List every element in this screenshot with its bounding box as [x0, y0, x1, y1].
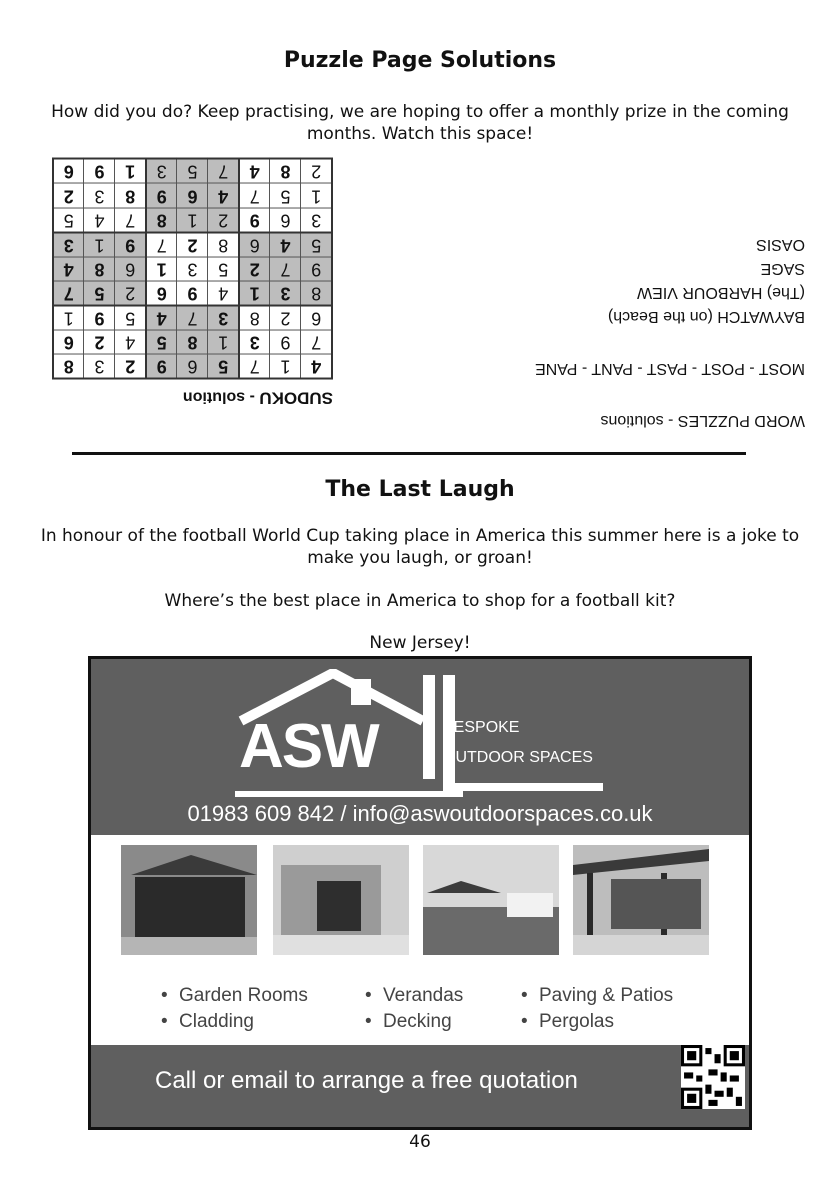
service-item — [521, 985, 721, 1011]
sudoku-cell: 9 — [146, 354, 177, 378]
bullet-icon: • — [365, 1011, 372, 1032]
sudoku-cell: 7 — [239, 354, 270, 378]
sudoku-cell: 1 — [239, 281, 270, 305]
sudoku-row — [53, 330, 332, 354]
service-label: Verandas — [383, 985, 464, 1006]
word-puzzles-heading-rest: - solutions — [600, 412, 678, 429]
sudoku-cell: 5 — [146, 330, 177, 354]
sudoku-cell: 2 — [270, 305, 301, 329]
sudoku-cell: 8 — [301, 281, 332, 305]
contact-details[interactable]: 01983 609 842 / info@aswoutdoorspaces.co.uk — [187, 801, 653, 826]
sudoku-cell: 6 — [53, 159, 84, 183]
sudoku-cell: 6 — [270, 208, 301, 232]
page-number: 46 — [409, 1132, 431, 1152]
last-laugh-title: The Last Laugh — [325, 477, 515, 502]
word-answer: OASIS — [756, 236, 805, 253]
sudoku-cell: 7 — [177, 305, 208, 329]
sudoku-cell: 3 — [208, 305, 239, 329]
bullet-icon: • — [161, 985, 168, 1006]
sudoku-cell: 2 — [53, 183, 84, 207]
sudoku-cell: 3 — [239, 330, 270, 354]
advert-footer — [91, 1045, 749, 1127]
sudoku-caption-rest: - solution — [182, 388, 260, 406]
sudoku-cell: 4 — [84, 208, 115, 232]
puzzle-solutions-title: Puzzle Page Solutions — [283, 48, 557, 73]
sudoku-cell: 8 — [146, 208, 177, 232]
sudoku-cell: 3 — [301, 208, 332, 232]
service-label: Cladding — [179, 1011, 254, 1032]
sudoku-cell: 7 — [53, 281, 84, 305]
sudoku-cell: 5 — [53, 208, 84, 232]
sudoku-cell: 6 — [53, 330, 84, 354]
sudoku-cell: 5 — [115, 305, 146, 329]
sudoku-cell: 2 — [115, 281, 146, 305]
sudoku-cell: 5 — [208, 354, 239, 378]
word-puzzles-heading — [475, 408, 805, 432]
sudoku-cell: 1 — [84, 232, 115, 256]
sudoku-cell: 2 — [115, 354, 146, 378]
word-answer: SAGE — [760, 260, 805, 277]
sudoku-cell: 1 — [146, 257, 177, 281]
service-item — [161, 1011, 361, 1037]
garden-room-photo — [121, 845, 257, 955]
sudoku-cell: 8 — [270, 159, 301, 183]
service-label: Garden Rooms — [179, 985, 308, 1006]
sudoku-cell: 9 — [301, 257, 332, 281]
sudoku-cell: 4 — [301, 354, 332, 378]
joke-question: Where’s the best place in America to shop for a football kit? — [164, 591, 676, 611]
sudoku-cell: 7 — [115, 208, 146, 232]
sudoku-cell: 1 — [115, 159, 146, 183]
sudoku-cell: 4 — [115, 330, 146, 354]
tagline-line-2: OUTDOOR SPACES — [443, 749, 593, 766]
sudoku-cell: 8 — [208, 232, 239, 256]
sudoku-cell: 1 — [208, 330, 239, 354]
sudoku-cell: 3 — [53, 232, 84, 256]
sudoku-cell: 7 — [301, 330, 332, 354]
service-label: Pergolas — [539, 1011, 614, 1032]
service-label: Paving & Patios — [539, 985, 674, 1006]
sudoku-cell: 8 — [115, 183, 146, 207]
services-column-1 — [161, 985, 361, 1037]
sudoku-cell: 9 — [239, 208, 270, 232]
sudoku-cell: 2 — [239, 257, 270, 281]
sudoku-cell: 3 — [146, 159, 177, 183]
sudoku-cell: 7 — [270, 257, 301, 281]
sudoku-cell: 4 — [53, 257, 84, 281]
service-label: Decking — [383, 1011, 452, 1032]
word-answer: (The) HARBOUR VIEW — [636, 284, 805, 301]
puzzle-solutions-intro: How did you do? Keep practising, we are hoping to offer a monthly prize in the coming months. Watch this space! — [51, 102, 789, 144]
sudoku-cell: 9 — [84, 305, 115, 329]
word-answer: BAYWATCH (on the Beach) — [607, 308, 805, 325]
sudoku-cell: 7 — [239, 183, 270, 207]
sudoku-cell: 3 — [270, 281, 301, 305]
sudoku-cell: 4 — [208, 281, 239, 305]
section-divider — [72, 452, 746, 455]
advert-header — [91, 659, 749, 835]
sudoku-cell: 9 — [84, 159, 115, 183]
sudoku-cell: 8 — [84, 257, 115, 281]
last-laugh-intro: In honour of the football World Cup taking place in America this summer here is a joke to make you laugh, or groan! — [40, 526, 800, 568]
asw-advert — [88, 656, 752, 1130]
sudoku-cell: 3 — [84, 354, 115, 378]
sudoku-cell: 5 — [301, 232, 332, 256]
sudoku-cell: 8 — [239, 305, 270, 329]
bullet-icon: • — [521, 1011, 528, 1032]
sudoku-cell: 8 — [53, 354, 84, 378]
sudoku-cell: 1 — [301, 183, 332, 207]
sudoku-row — [53, 305, 332, 329]
sudoku-cell: 9 — [270, 330, 301, 354]
sudoku-cell: 7 — [146, 232, 177, 256]
word-puzzles-solution — [475, 232, 805, 432]
sudoku-cell: 9 — [146, 183, 177, 207]
sudoku-solution — [52, 158, 333, 408]
tagline-line-1: BESPOKE — [443, 719, 520, 736]
sudoku-cell: 5 — [208, 257, 239, 281]
sudoku-cell: 4 — [146, 305, 177, 329]
sudoku-row — [53, 208, 332, 232]
clad-office-photo — [273, 845, 409, 955]
sudoku-cell: 3 — [177, 257, 208, 281]
bullet-icon: • — [161, 1011, 168, 1032]
sudoku-cell: 9 — [115, 232, 146, 256]
sudoku-row — [53, 232, 332, 256]
sudoku-row — [53, 257, 332, 281]
sudoku-cell: 3 — [84, 183, 115, 207]
service-item — [521, 1011, 721, 1037]
bullet-icon: • — [365, 985, 372, 1006]
sudoku-caption-main: SUDOKU — [259, 388, 333, 408]
sudoku-cell: 4 — [270, 232, 301, 256]
sudoku-cell: 6 — [301, 305, 332, 329]
word-puzzles-heading-main: WORD PUZZLES — [677, 412, 805, 429]
call-to-action: Call or email to arrange a free quotation — [155, 1067, 578, 1094]
sudoku-cell: 8 — [177, 330, 208, 354]
pergola-photo — [573, 845, 709, 955]
sudoku-cell: 7 — [208, 159, 239, 183]
sudoku-cell: 9 — [177, 281, 208, 305]
sudoku-row — [53, 183, 332, 207]
sudoku-cell: 2 — [301, 159, 332, 183]
sudoku-cell: 5 — [177, 159, 208, 183]
joke-answer: New Jersey! — [369, 633, 471, 653]
service-item — [161, 985, 361, 1011]
sudoku-cell: 5 — [270, 183, 301, 207]
sudoku-caption — [52, 388, 333, 408]
sudoku-cell: 6 — [177, 354, 208, 378]
sudoku-cell: 6 — [239, 232, 270, 256]
sudoku-cell: 6 — [177, 183, 208, 207]
sudoku-row — [53, 281, 332, 305]
sudoku-grid — [52, 158, 333, 380]
bullet-icon: • — [521, 985, 528, 1006]
sudoku-row — [53, 354, 332, 378]
sudoku-cell: 1 — [270, 354, 301, 378]
word-ladder-answer: MOST - POST - PAST - PANT - PANE — [535, 360, 805, 377]
sudoku-row — [53, 159, 332, 183]
sudoku-cell: 4 — [239, 159, 270, 183]
sudoku-cell: 1 — [177, 208, 208, 232]
sudoku-cell: 2 — [177, 232, 208, 256]
sudoku-cell: 2 — [208, 208, 239, 232]
sudoku-cell: 2 — [84, 330, 115, 354]
veranda-photo — [423, 845, 559, 955]
asw-logo: ASW — [239, 712, 378, 781]
qr-code-icon[interactable] — [681, 1045, 745, 1109]
sudoku-cell: 4 — [208, 183, 239, 207]
services-column-3 — [521, 985, 721, 1037]
sudoku-cell: 6 — [115, 257, 146, 281]
sudoku-cell: 5 — [84, 281, 115, 305]
photo-strip — [121, 845, 721, 955]
sudoku-cell: 6 — [146, 281, 177, 305]
sudoku-cell: 1 — [53, 305, 84, 329]
